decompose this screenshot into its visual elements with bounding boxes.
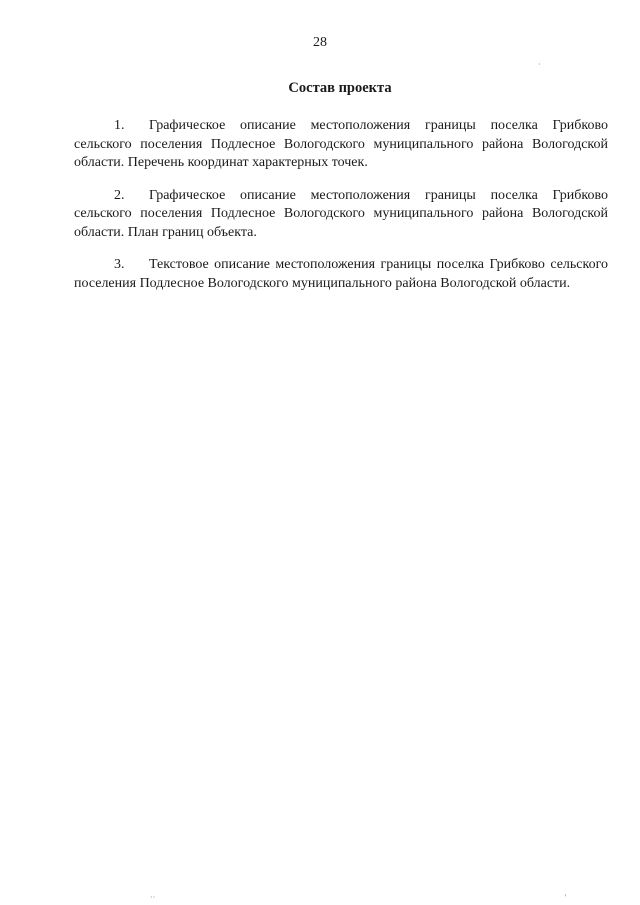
list-item-text: Текстовое описание местоположения границы поселка Грибково сельского поселения Подлесное Вологодского муниципального района Вологодской области. (74, 257, 608, 291)
list-item (74, 117, 608, 173)
scan-speck: · (538, 60, 541, 69)
list-item (74, 256, 608, 293)
list-item-number: 3. (114, 257, 125, 272)
list-item (74, 187, 608, 243)
list-item-number: 1. (114, 118, 125, 133)
list-item-text: Графическое описание местоположения границы поселка Грибково сельского поселения Подлесное Вологодского муниципального района Вологодской области. Перечень координат характерных точек. (74, 118, 608, 170)
document-title: Состав проекта (288, 80, 392, 96)
scan-speck: ' (565, 893, 567, 902)
list-item-text: Графическое описание местоположения границы поселка Грибково сельского поселения Подлесное Вологодского муниципального района Вологодской области. План границ объекта. (74, 187, 608, 240)
project-contents-list (74, 117, 608, 307)
page-number: 28 (313, 35, 327, 50)
scan-speck: ·· (150, 893, 156, 902)
list-item-number: 2. (114, 187, 125, 203)
